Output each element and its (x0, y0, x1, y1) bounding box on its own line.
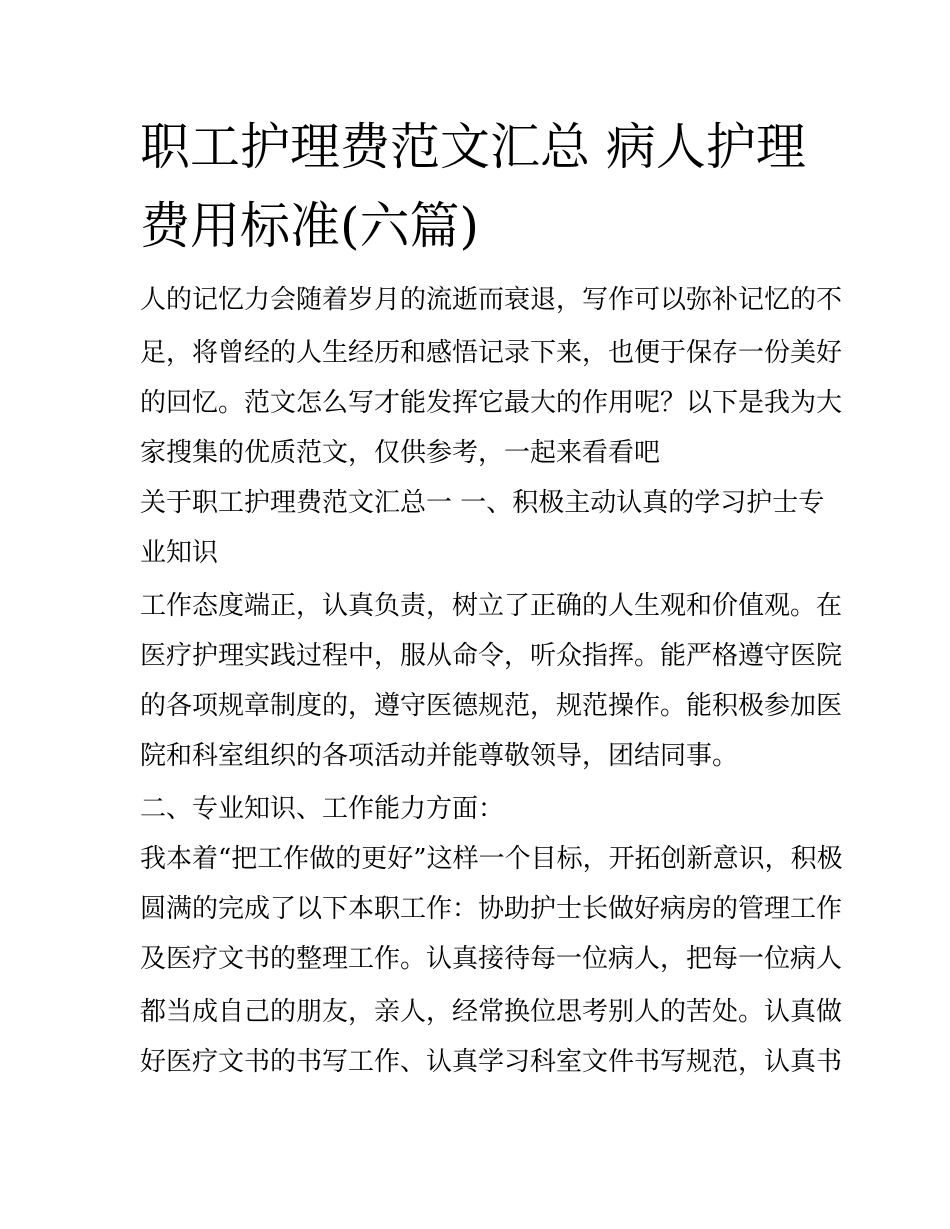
body-line: 家搜集的优质范文，仅供参考，一起来看看吧 (140, 438, 661, 468)
body-line: 的各项规章制度的，遵守医德规范，规范操作。能积极参加医 (140, 691, 843, 721)
body-line: 工作态度端正，认真负责，树立了正确的人生观和价值观。在 (140, 591, 843, 621)
body-line: 人的记忆力会随着岁月的流逝而衰退，写作可以弥补记忆的不 (140, 285, 843, 315)
body-line: 圆满的完成了以下本职工作：协助护士长做好病房的管理工作 (140, 894, 843, 924)
document-title-line-1: 职工护理费范文汇总 病人护理 (140, 118, 806, 176)
body-line: 的回忆。范文怎么写才能发挥它最大的作用呢？以下是我为大 (140, 388, 843, 418)
section-heading-line: 关于职工护理费范文汇总一 一、积极主动认真的学习护士专 (140, 488, 825, 518)
body-line: 好医疗文书的书写工作、认真学习科室文件书写规范，认真书 (140, 1047, 843, 1077)
body-line: 都当成自己的朋友，亲人，经常换位思考别人的苦处。认真做 (140, 997, 843, 1027)
body-line: 足，将曾经的人生经历和感悟记录下来，也便于保存一份美好 (140, 338, 843, 368)
body-line: 我本着“把工作做的更好”这样一个目标，开拓创新意识，积极 (140, 844, 843, 874)
body-line: 及医疗文书的整理工作。认真接待每一位病人，把每一位病人 (140, 944, 843, 974)
section-heading-line: 二、专业知识、工作能力方面： (140, 794, 505, 824)
section-heading-line: 业知识 (140, 538, 219, 568)
body-line: 院和科室组织的各项活动并能尊敬领导，团结同事。 (140, 741, 739, 771)
body-line: 医疗护理实践过程中，服从命令，听众指挥。能严格遵守医院 (140, 641, 843, 671)
document-title-line-2: 费用标准(六篇) (140, 197, 480, 255)
